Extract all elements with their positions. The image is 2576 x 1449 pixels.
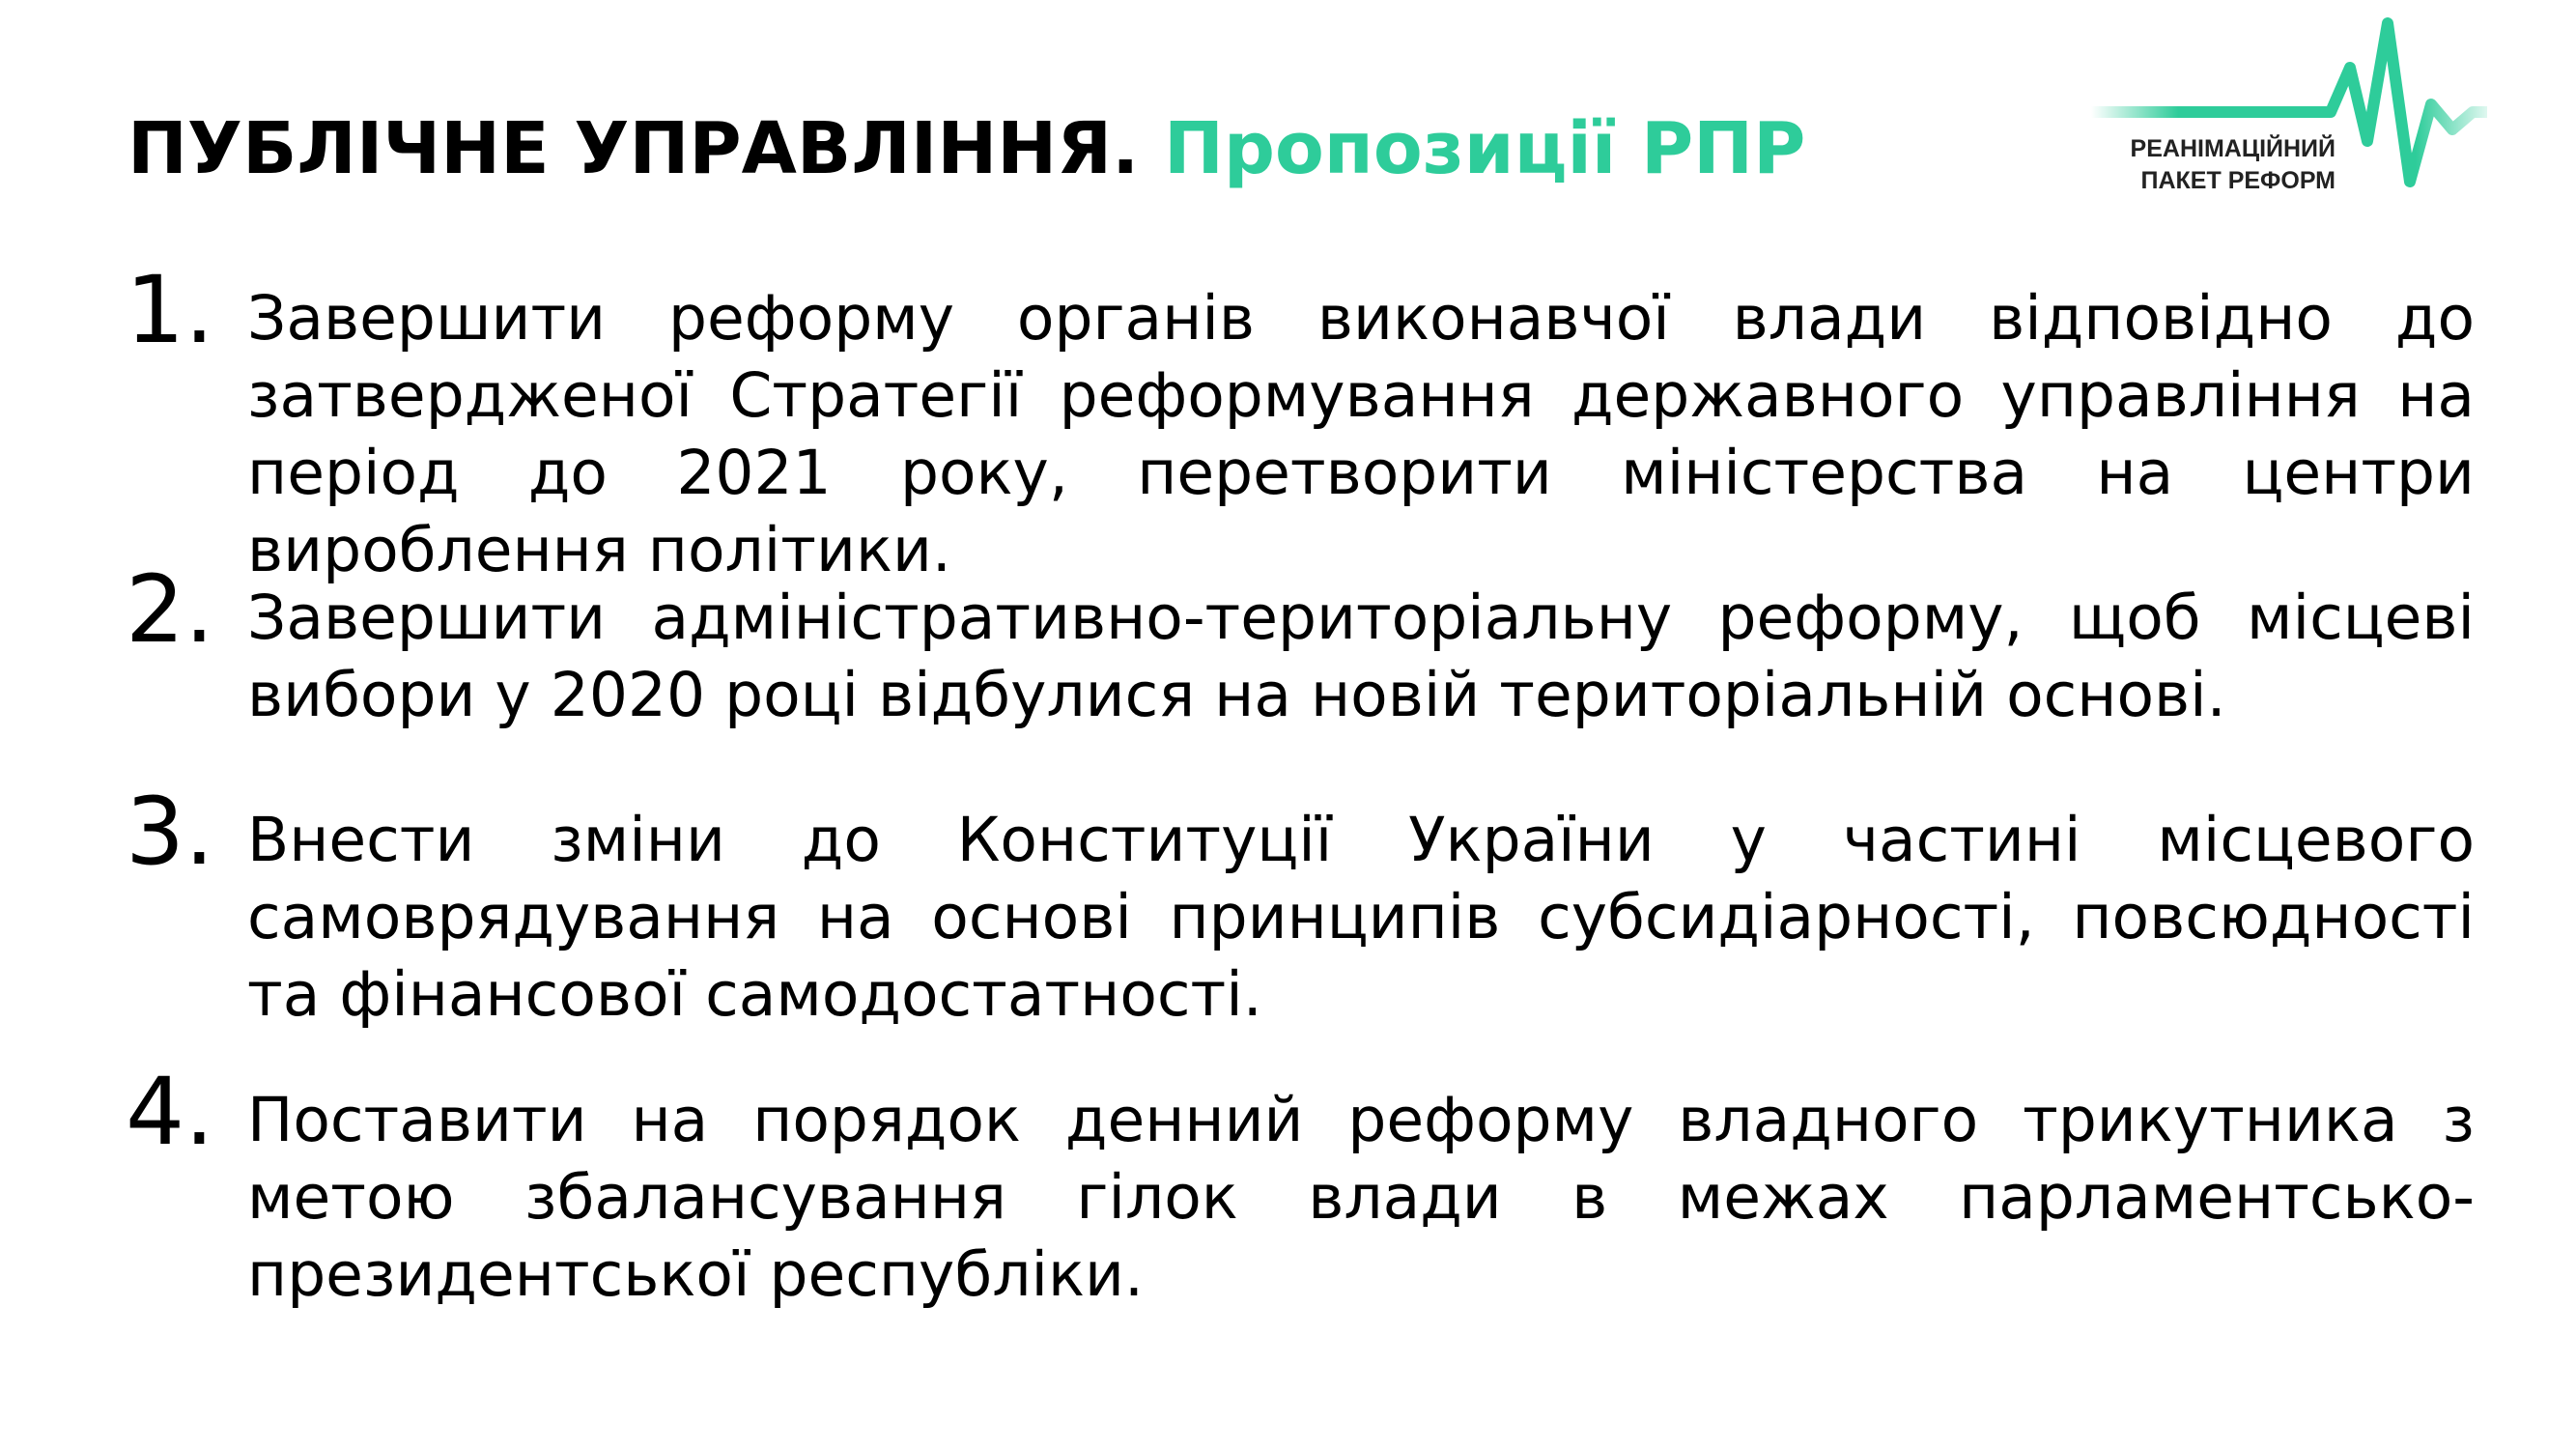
item-text: Завершити реформу органів виконавчої влади відповідно до затвердженої Стратегії реформування державного управління на період до 2021 року, перетворити міністерства на центри вироблення політики. <box>247 283 2475 585</box>
logo <box>2091 17 2487 201</box>
logo-line-1: РЕАНІМАЦІЙНИЙ <box>2130 135 2335 162</box>
item-number: 2. <box>126 555 214 664</box>
item-number: 3. <box>126 778 214 886</box>
item-text: Завершити адміністративно-територіальну реформу, щоб місцеві вибори у 2020 році відбулися на новій територіальній основі. <box>247 582 2475 730</box>
item-text: Внести зміни до Конституції України у частині місцевого самоврядування на основі принципів субсидіарності, повсюдності та фінансової самодостатності. <box>247 805 2475 1030</box>
page-title <box>127 104 1805 193</box>
item-number: 4. <box>126 1058 214 1166</box>
logo-text <box>2131 133 2335 197</box>
title-accent: Пропозиції РПР <box>1164 107 1806 190</box>
title-main: ПУБЛІЧНЕ УПРАВЛІННЯ. <box>127 107 1140 190</box>
item-number: 1. <box>126 256 214 364</box>
item-text: Поставити на порядок денний реформу владного трикутника з метою збалансування гілок влади в межах парламентсько-президентської республіки. <box>247 1085 2475 1310</box>
logo-line-2: ПАКЕТ РЕФОРМ <box>2140 167 2335 194</box>
